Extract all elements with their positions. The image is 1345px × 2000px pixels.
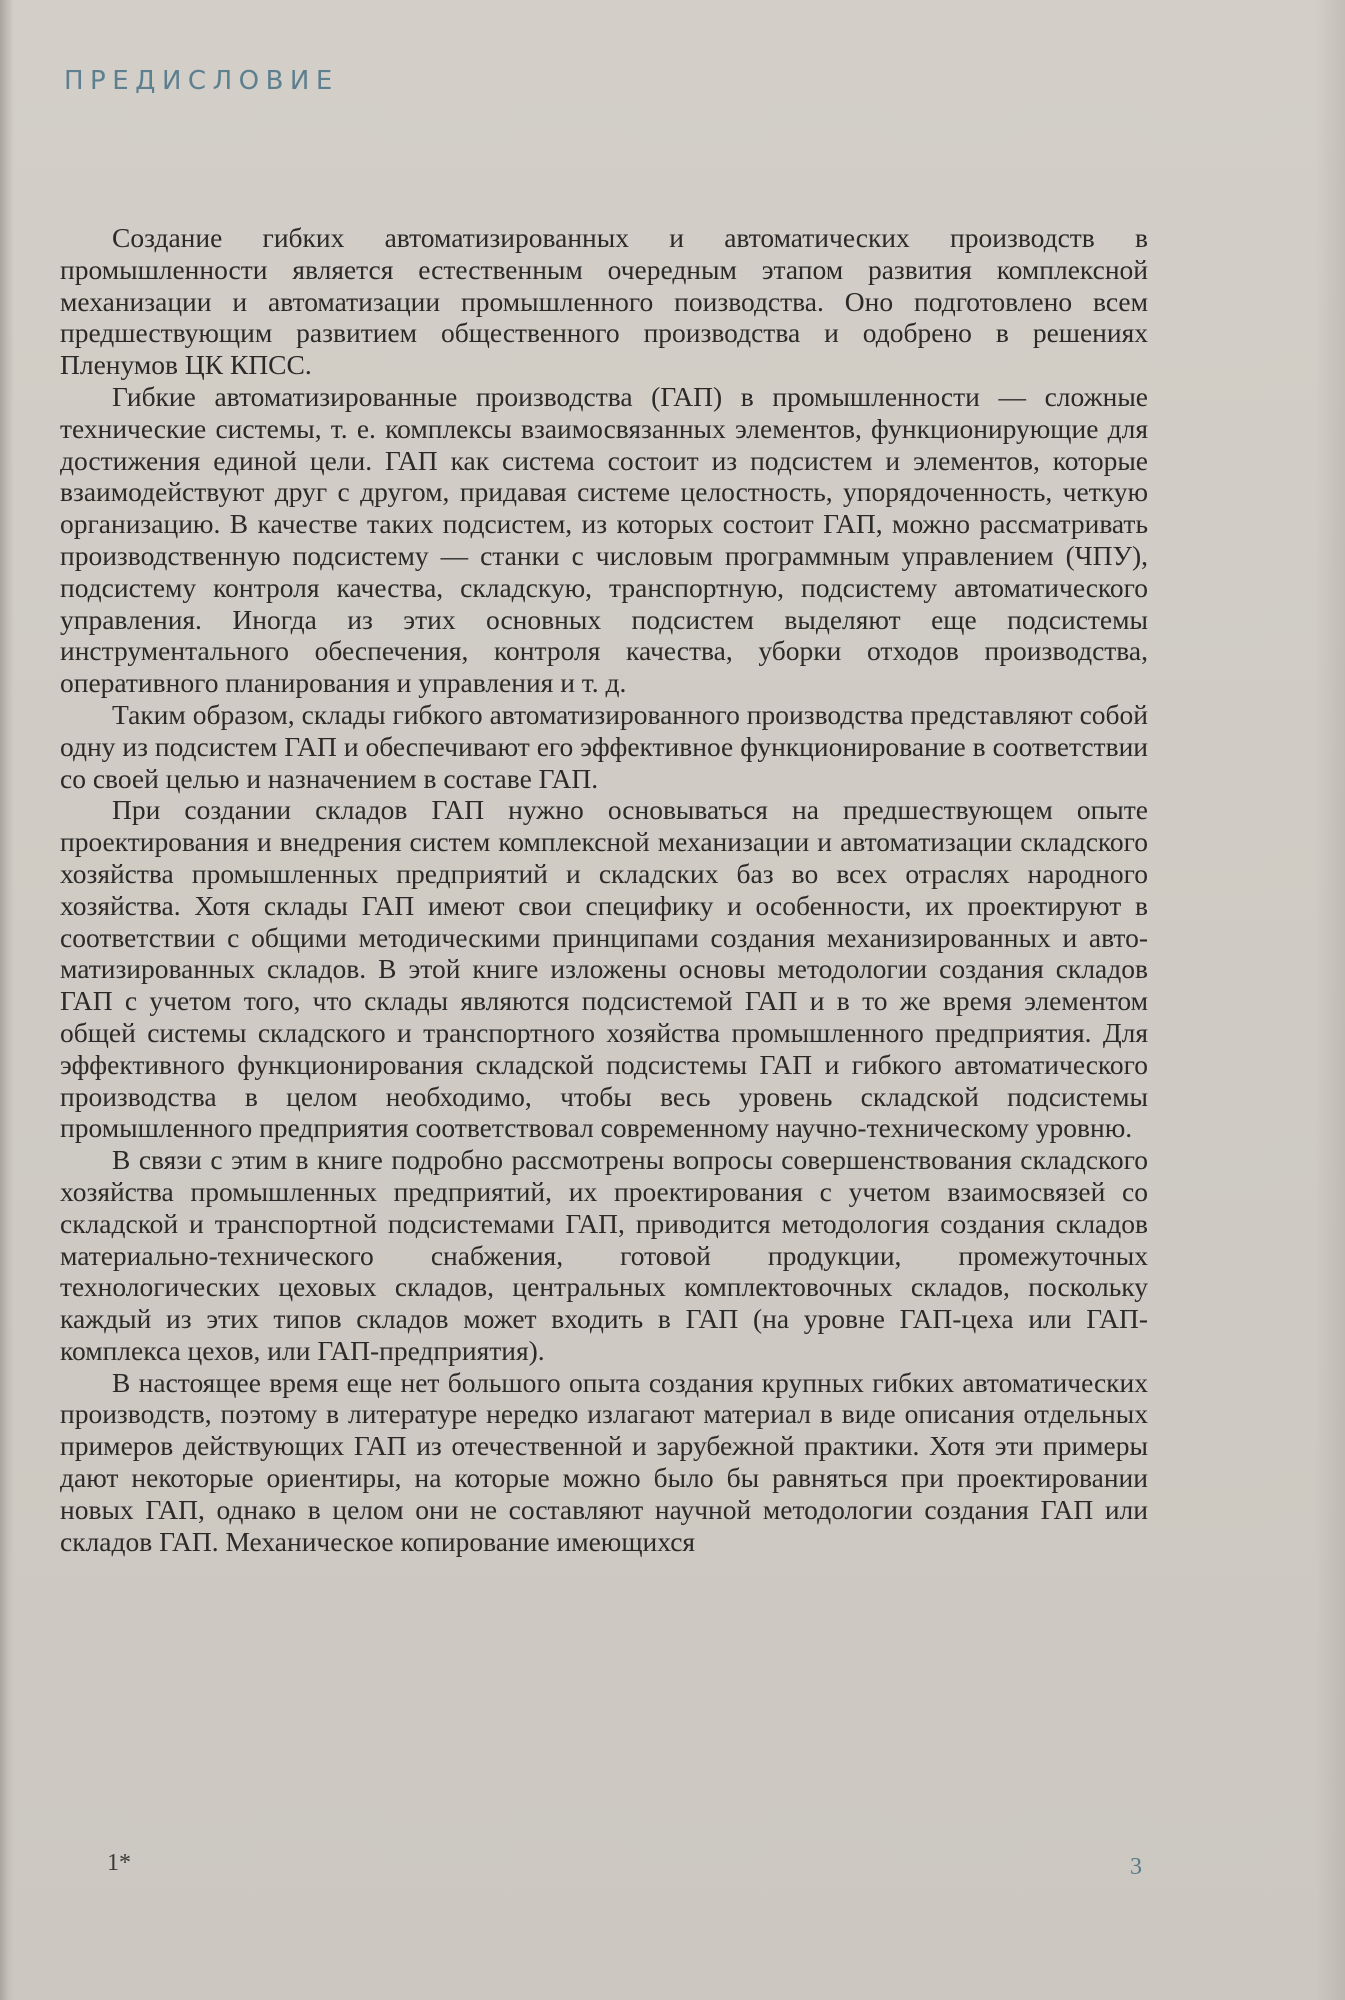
page-edge-shadow [0, 0, 14, 2000]
paragraph: Создание гибких автоматизированных и автоматических производств в промышленности является естественным очередным этапом развития комплексной механизации и автоматизации промышленного поизводства. Оно подготовлено всем предшествующим развитием общественного производства и одобрено в решениях Пленумов ЦК КПСС. [60, 222, 1148, 381]
section-heading: ПРЕДИСЛОВИЕ [64, 66, 339, 96]
printer-signature-mark: 1* [107, 1850, 131, 1876]
paragraph: Таким образом, склады гибкого автоматизированного производства представляют собой одну из подсистем ГАП и обеспечивают его эффективное функционирование в соответствии со своей целью и назначением в составе ГАП. [60, 698, 1148, 794]
paragraph: В связи с этим в книге подробно рассмотрены вопросы совершенствования складского хозяйства промышленных предприятий, их проектирования с учетом взаимосвязей со складской и транспортной подсистемами ГАП, приводится методология создания складов материально-технического снабжения, готовой продукции, промежуточных технологических цеховых складов, центральных комплектовочных складов, поскольку каждый из этих типов складов может входить в ГАП (на уровне ГАП-цеха или ГАП-комплекса цехов, или ГАП-предприятия). [60, 1144, 1148, 1366]
paragraph: Гибкие автоматизированные производства (ГАП) в промышленности — сложные технические системы, т. е. комплексы взаимосвязанных элементов, функционирующие для достижения единой цели. ГАП как система состоит из подсистем и элементов, которые взаимодействуют друг с другом, придавая системе целостность, упорядоченность, четкую организацию. В качестве таких подсистем, из которых состоит ГАП, можно рассматривать производственную подсистему — станки с числовым программным управлением (ЧПУ), подсистему контроля качества, складскую, транспортную, подсистему автоматического управления. Иногда из этих основных подсистем выделяют еще подсистемы инструментального обеспечения, контроля качества, уборки отходов производства, оперативного планирования и управления и т. д. [60, 380, 1148, 699]
paragraph: При создании складов ГАП нужно основываться на предшествующем опыте проектирования и внедрения систем комплексной механизации и автоматизации складского хозяйства промышленных предприятий и складских баз во всех отраслях народного хозяйства. Хотя склады ГАП имеют свои специфику и особенности, их проектируют в соответствии с общими методическими принципами создания механизированных и автоматизированных складов. В этой книге изложены основы методологии создания складов ГАП с учетом того, что склады являются подсистемой ГАП и в то же время элементом общей системы складского и транспортного хозяйства промышленного предприятия. Для эффективного функционирования складской подсистемы ГАП и гибкого автоматического производства в целом необходимо, чтобы весь уровень складской подсистемы промышленного предприятия соответствовал современному научно-техническому уровню. [60, 794, 1148, 1144]
page-number: 3 [1130, 1854, 1142, 1880]
body-text [60, 222, 1148, 1557]
paragraph: В настоящее время еще нет большого опыта создания крупных гибких автоматических производств, поэтому в литературе нередко излагают материал в виде описания отдельных примеров действующих ГАП из отечественной и зарубежной практики. Хотя эти примеры дают некоторые ориентиры, на которые можно было бы равняться при проектировании новых ГАП, однако в целом они не составляют научной методологии создания ГАП или складов ГАП. Механическое копирование имеющихся [60, 1366, 1148, 1557]
page-right-shadow [1315, 0, 1345, 2000]
